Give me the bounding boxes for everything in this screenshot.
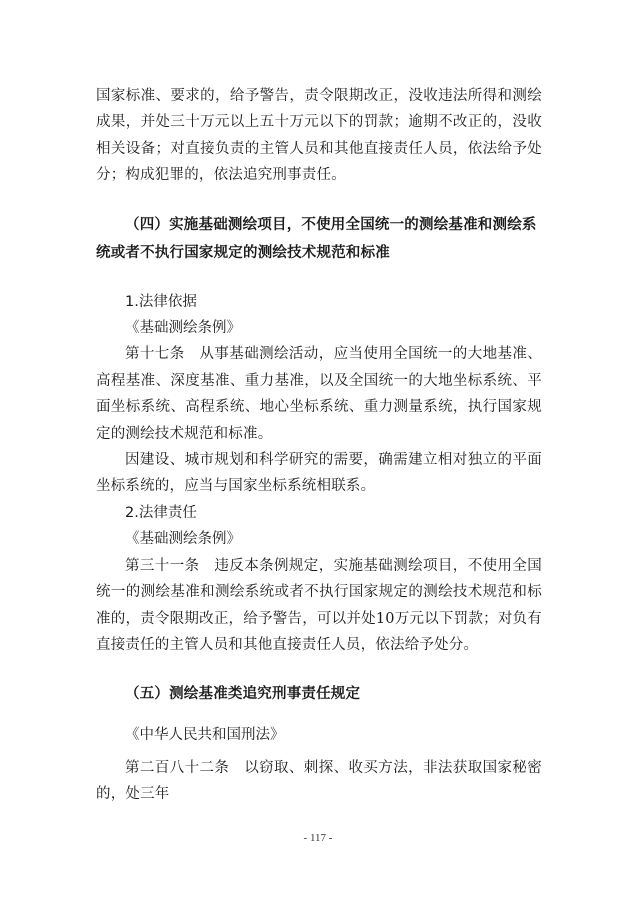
- law-name-basic-surveying-1: 《基础测绘条例》: [125, 320, 241, 337]
- paragraph-continuation: 国家标准、要求的，给予警告，责令限期改正，没收违法所得和测绘成果，并处三十万元以上五十万元以下的罚款；逾期不改正的，没收相关设备；对直接负责的主管人员和其他直接责任人员，依法给予处分；构成犯罪的，依法追究刑事责任。: [96, 88, 542, 184]
- article-17: 第十七条 从事基础测绘活动，应当使用全国统一的大地基准、高程基准、深度基准、重力基准，以及全国统一的大地坐标系统、平面坐标系统、高程系统、地心坐标系统、重力测量系统，执行国家规定的测绘技术规范和标准。: [96, 346, 542, 442]
- section-heading-5: （五）测绘基准类追究刑事责任规定: [125, 686, 361, 703]
- law-name-criminal-law: 《中华人民共和国刑法》: [125, 727, 285, 744]
- article-17-paragraph-2: 因建设、城市规划和科学研究的需要，确需建立相对独立的平面坐标系统的，应当与国家坐标系统相联系。: [96, 452, 542, 495]
- subheading-legal-liability: 2.法律责任: [125, 504, 197, 521]
- page-content: [96, 83, 542, 808]
- subheading-legal-basis: 1.法律依据: [125, 293, 197, 310]
- page-number: - 117 -: [303, 832, 333, 844]
- article-31: 第三十一条 违反本条例规定，实施基础测绘项目，不使用全国统一的测绘基准和测绘系统或者不执行国家规定的测绘技术规范和标准的，责令限期改正，给予警告，可以并处10万元以下罚款；对负有直接责任的主管人员和其他直接责任人员，依法给予处分。: [96, 557, 542, 653]
- article-282: 第二百八十二条 以窃取、刺探、收买方法，非法获取国家秘密的，处三年: [96, 759, 542, 803]
- section-heading-4: （四）实施基础测绘项目，不使用全国统一的测绘基准和测绘系统或者不执行国家规定的测绘技术规范和标准: [96, 216, 537, 261]
- law-name-basic-surveying-2: 《基础测绘条例》: [125, 531, 241, 548]
